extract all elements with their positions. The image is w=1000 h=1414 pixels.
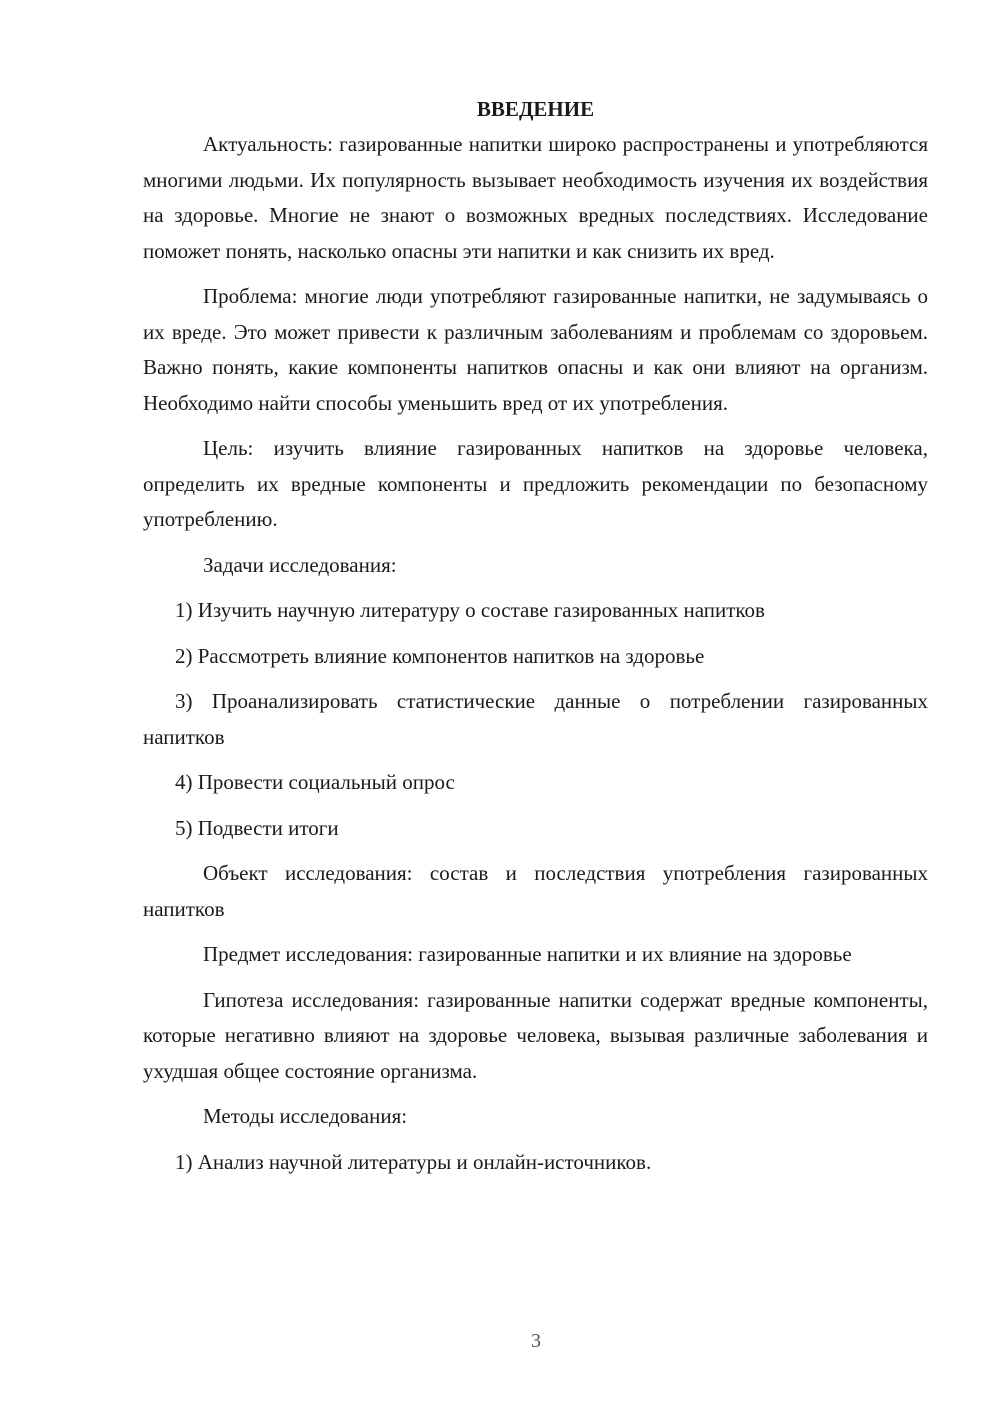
goal-paragraph: Цель: изучить влияние газированных напитков на здоровье человека, определить их вредные компоненты и предложить рекомендации по безопасному употреблению. <box>143 436 928 531</box>
task-item-2: 2) Рассмотреть влияние компонентов напитков на здоровье <box>175 643 705 668</box>
task-item-5: 5) Подвести итоги <box>175 815 339 840</box>
method-item-1: 1) Анализ научной литературы и онлайн-источников. <box>175 1149 652 1174</box>
document-title: ВВЕДЕНИЕ <box>476 97 595 121</box>
document-page <box>143 92 928 1180</box>
subject-paragraph: Предмет исследования: газированные напитки и их влияние на здоровье <box>203 942 852 966</box>
hypothesis-paragraph: Гипотеза исследования: газированные напитки содержат вредные компоненты, которые негативно влияют на здоровье человека, вызывая различные заболевания и ухудшая общее состояние организма. <box>143 987 928 1083</box>
task-item-3: 3) Проанализировать статистические данные о потреблении газированных напитков <box>143 689 928 749</box>
page-number: 3 <box>531 1330 541 1352</box>
relevance-paragraph: Актуальность: газированные напитки широко распространены и употребляются многими людьми. Их популярность вызывает необходимость изучения их воздействия на здоровье. Многие не знают о возможных вредных последствиях. Исследование поможет понять, насколько опасны эти напитки и как снизить их вред. <box>143 132 928 263</box>
problem-paragraph: Проблема: многие люди употребляют газированные напитки, не задумываясь о их вреде. Это может привести к различным заболеваниям и проблемам со здоровьем. Важно понять, какие компоненты напитков опасны и как они влияют на организм. Необходимо найти способы уменьшить вред от их употребления. <box>143 284 928 415</box>
task-item-1: 1) Изучить научную литературу о составе газированных напитков <box>175 598 765 622</box>
object-paragraph: Объект исследования: состав и последствия употребления газированных напитков <box>143 861 928 921</box>
task-item-4: 4) Провести социальный опрос <box>175 770 455 794</box>
methods-heading: Методы исследования: <box>203 1104 408 1128</box>
tasks-heading: Задачи исследования: <box>203 552 397 577</box>
